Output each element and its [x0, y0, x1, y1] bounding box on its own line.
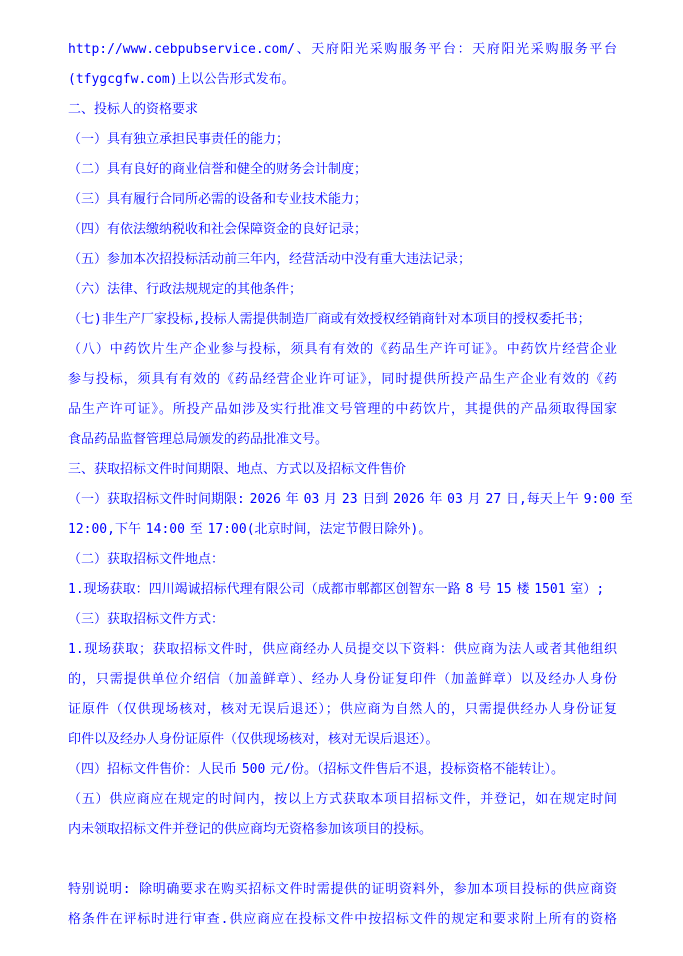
doc-line: （二）获取招标文件地点：: [68, 552, 225, 567]
doc-line: http://www.cebpubservice.com/、天府阳光采购服务平台：天府阳光采购服务平台: [68, 42, 617, 57]
doc-blank-line: [68, 845, 617, 875]
doc-line: 三、获取招标文件时间期限、地点、方式以及招标文件售价: [68, 462, 407, 477]
doc-line: （一）具有独立承担民事责任的能力；: [68, 132, 290, 147]
doc-line: （四）有依法缴纳税收和社会保障资金的良好记录；: [68, 222, 368, 237]
doc-line: 品生产许可证》。所投产品如涉及实行批准文号管理的中药饮片，其提供的产品须取得国家: [68, 402, 617, 417]
doc-line: (tfygcgfw.com)上以公告形式发布。: [68, 72, 295, 87]
doc-line: 1.现场获取：四川竭诚招标代理有限公司（成都市郫都区创智东一路 8 号 15 楼 1501 室）;: [68, 582, 605, 597]
doc-line: 12:00,下午 14:00 至 17:00(北京时间，法定节假日除外)。: [68, 522, 432, 537]
doc-line: （七)非生产厂家投标,投标人需提供制造厂商或有效授权经销商针对本项目的授权委托书；: [68, 312, 591, 327]
doc-line: （五）参加本次招投标活动前三年内，经营活动中没有重大违法记录；: [68, 252, 472, 267]
doc-line: 参与投标，须具有有效的《药品经营企业许可证》，同时提供所投产品生产企业有效的《药: [68, 372, 617, 387]
doc-line: （二）具有良好的商业信誉和健全的财务会计制度；: [68, 162, 368, 177]
doc-line: 格条件在评标时进行审查.供应商应在投标文件中按招标文件的规定和要求附上所有的资格: [68, 912, 617, 927]
doc-line: 特别说明: 除明确要求在购买招标文件时需提供的证明资料外，参加本项目投标的供应商资: [68, 882, 617, 897]
doc-line: （四）招标文件售价：人民币 500 元/份。（招标文件售后不退，投标资格不能转让）。: [68, 762, 564, 777]
doc-line: （五）供应商应在规定的时间内，按以上方式获取本项目招标文件，并登记，如在规定时间: [68, 792, 617, 807]
doc-line: 1.现场获取；获取招标文件时，供应商经办人员提交以下资料：供应商为法人或者其他组织: [68, 642, 617, 657]
doc-line: （八）中药饮片生产企业参与投标，须具有有效的《药品生产许可证》。中药饮片经营企业: [68, 342, 617, 357]
doc-line: （六）法律、行政法规规定的其他条件；: [68, 282, 303, 297]
doc-line: 证原件（仅供现场核对，核对无误后退还）；供应商为自然人的，只需提供经办人身份证复: [68, 702, 617, 717]
doc-line: 印件以及经办人身份证原件（仅供现场核对，核对无误后退还）。: [68, 732, 439, 747]
doc-line: （三）具有履行合同所必需的设备和专业技术能力；: [68, 192, 368, 207]
doc-line: （三）获取招标文件方式：: [68, 612, 225, 627]
doc-line: （一）获取招标文件时间期限: 2026 年 03 月 23 日到 2026 年 03 月 27 日,每天上午 9:00 至: [68, 492, 633, 507]
doc-line: 二、投标人的资格要求: [68, 102, 199, 117]
doc-line: 内未领取招标文件并登记的供应商均无资格参加该项目的投标。: [68, 822, 433, 837]
doc-line: 食品药品监督管理总局颁发的药品批准文号。: [68, 432, 329, 447]
document-body: [68, 35, 633, 935]
doc-line: 的，只需提供单位介绍信（加盖鲜章）、经办人身份证复印件（加盖鲜章）以及经办人身份: [68, 672, 617, 687]
